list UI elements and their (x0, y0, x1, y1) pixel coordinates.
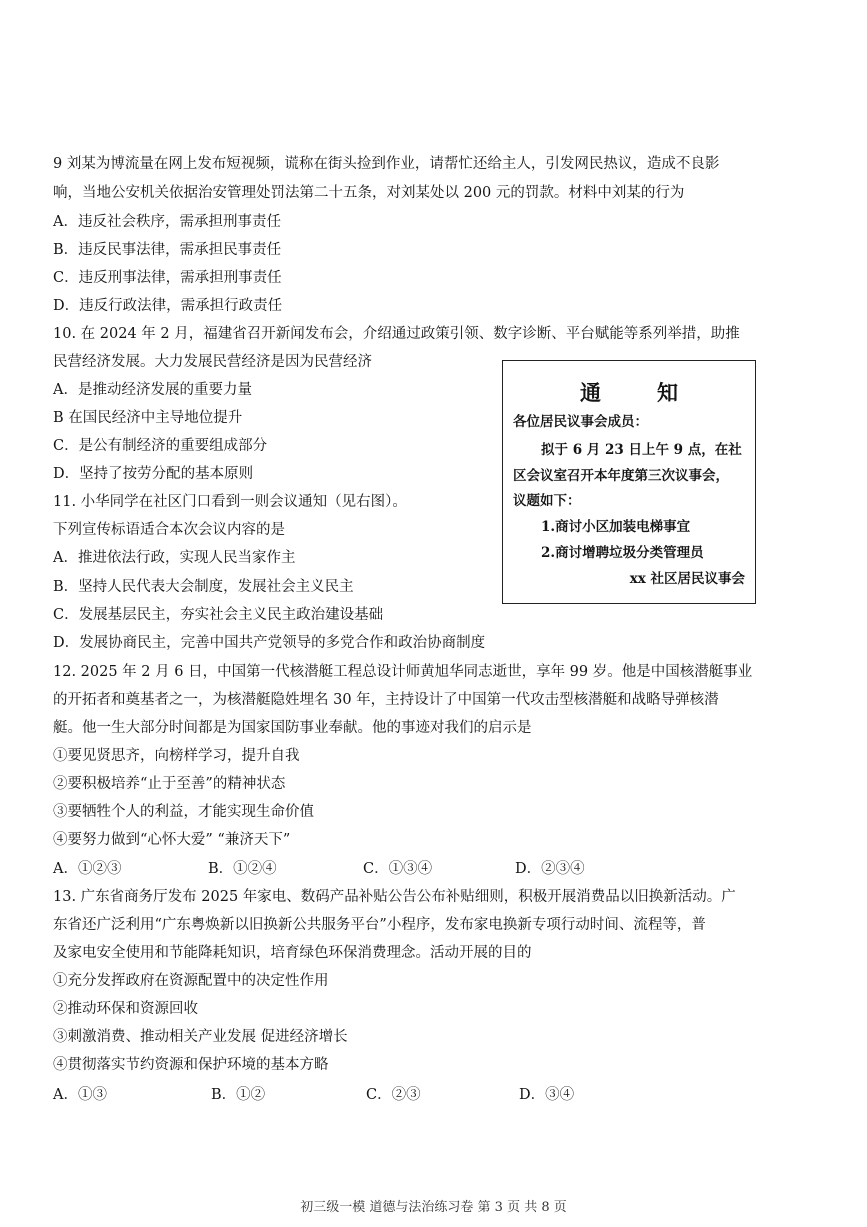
notice-title: 通知 (580, 380, 734, 405)
q12-choice-c: C．①③④ (363, 861, 433, 877)
q13-stem-line-2: 东省还广泛利用“广东粤焕新以旧换新公共服务平台”小程序，发布家电换新专项行动时间、流程等，普 (53, 917, 706, 933)
q13-choice-d: D．③④ (519, 1087, 575, 1103)
notice-agenda-item-2: 2.商讨增聘垃圾分类管理员 (541, 545, 704, 561)
q11-option-b: B．坚持人民代表大会制度，发展社会主义民主 (53, 579, 354, 595)
q13-statement-2: ②推动环保和资源回收 (53, 1001, 198, 1017)
page-footer: 初三级一模 道德与法治练习卷 第 3 页 共 8 页 (300, 1200, 567, 1215)
q11-option-a: A．推进依法行政，实现人民当家作主 (53, 550, 296, 566)
q13-stem-line-1: 13. 广东省商务厅发布 2025 年家电、数码产品补贴公告公布补贴细则，积极开展消费品以旧换新活动。广 (53, 889, 736, 905)
q10-option-c: C．是公有制经济的重要组成部分 (53, 438, 268, 454)
q10-option-b: B 在国民经济中主导地位提升 (53, 410, 243, 426)
q12-choice-d: D．②③④ (515, 861, 585, 877)
q13-choice-b: B．①② (211, 1087, 266, 1103)
q12-statement-3: ③要牺牲个人的利益，才能实现生命价值 (53, 804, 314, 820)
q12-choice-a: A．①②③ (53, 861, 122, 877)
q12-choice-b: B．①②④ (208, 861, 277, 877)
q12-statement-1: ①要见贤思齐，向榜样学习，提升自我 (53, 748, 300, 764)
notice-agenda-item-1: 1.商讨小区加装电梯事宜 (541, 519, 691, 535)
q13-statement-3: ③刺激消费、推动相关产业发展 促进经济增长 (53, 1029, 348, 1045)
notice-greeting: 各位居民议事会成员： (513, 414, 648, 430)
q9-option-a: A．违反社会秩序，需承担刑事责任 (53, 214, 281, 230)
q12-statement-2: ②要积极培养“止于至善”的精神状态 (53, 776, 286, 792)
q9-option-b: B．违反民事法律，需承担民事责任 (53, 242, 282, 258)
q12-stem-line-1: 12. 2025 年 2 月 6 日，中国第一代核潜艇工程总设计师黄旭华同志逝世，享年 99 岁。他是中国核潜艇事业 (53, 664, 753, 680)
q10-option-d: D．坚持了按劳分配的基本原则 (53, 466, 254, 482)
q9-option-c: C．违反刑事法律，需承担刑事责任 (53, 270, 282, 286)
q11-option-d: D．发展协商民主，完善中国共产党领导的多党合作和政治协商制度 (53, 635, 486, 651)
q13-statement-1: ①充分发挥政府在资源配置中的决定性作用 (53, 973, 329, 989)
notice-body-line-2: 区会议室召开本年度第三次议事会， (513, 468, 729, 484)
q12-stem-line-3: 艇。他一生大部分时间都是为国家国防事业奉献。他的事迹对我们的启示是 (53, 720, 532, 736)
q12-stem-line-2: 的开拓者和奠基者之一，为核潜艇隐姓埋名 30 年，主持设计了中国第一代攻击型核潜艇和战略导弹核潜 (53, 692, 719, 708)
q10-stem-line-1: 10. 在 2024 年 2 月，福建省召开新闻发布会，介绍通过政策引领、数字诊断、平台赋能等系列举措，助推 (53, 326, 740, 342)
notice-body-line-3: 议题如下： (513, 493, 581, 509)
q11-stem-line-1: 11. 小华同学在社区门口看到一则会议通知（见右图）。 (53, 494, 407, 510)
q9-stem-line-1: 9 刘某为博流量在网上发布短视频，谎称在街头捡到作业，请帮忙还给主人，引发网民热议，造成不良影 (53, 156, 720, 172)
q11-option-c: C．发展基层民主，夯实社会主义民主政治建设基础 (53, 607, 384, 623)
q11-stem-line-2: 下列宣传标语适合本次会议内容的是 (53, 522, 285, 538)
q9-stem-line-2: 响，当地公安机关依据治安管理处罚法第二十五条，对刘某处以 200 元的罚款。材料中刘某的行为 (53, 185, 685, 201)
q13-stem-line-3: 及家电安全使用和节能降耗知识，培育绿色环保消费理念。活动开展的目的 (53, 945, 532, 961)
q10-stem-line-2: 民营经济发展。大力发展民营经济是因为民营经济 (53, 354, 372, 370)
notice-body-line-1: 拟于 6 月 23 日上午 9 点，在社 (541, 442, 742, 458)
q13-choice-a: A．①③ (53, 1087, 107, 1103)
meeting-notice-box (502, 360, 756, 604)
q13-statement-4: ④贯彻落实节约资源和保护环境的基本方略 (53, 1057, 329, 1073)
notice-signature: xx 社区居民议事会 (629, 571, 745, 587)
q10-option-a: A．是推动经济发展的重要力量 (53, 382, 252, 398)
q13-choice-c: C．②③ (366, 1087, 421, 1103)
q12-statement-4: ④要努力做到“心怀大爱” “兼济天下” (53, 832, 291, 848)
q9-option-d: D．违反行政法律，需承担行政责任 (53, 298, 283, 314)
